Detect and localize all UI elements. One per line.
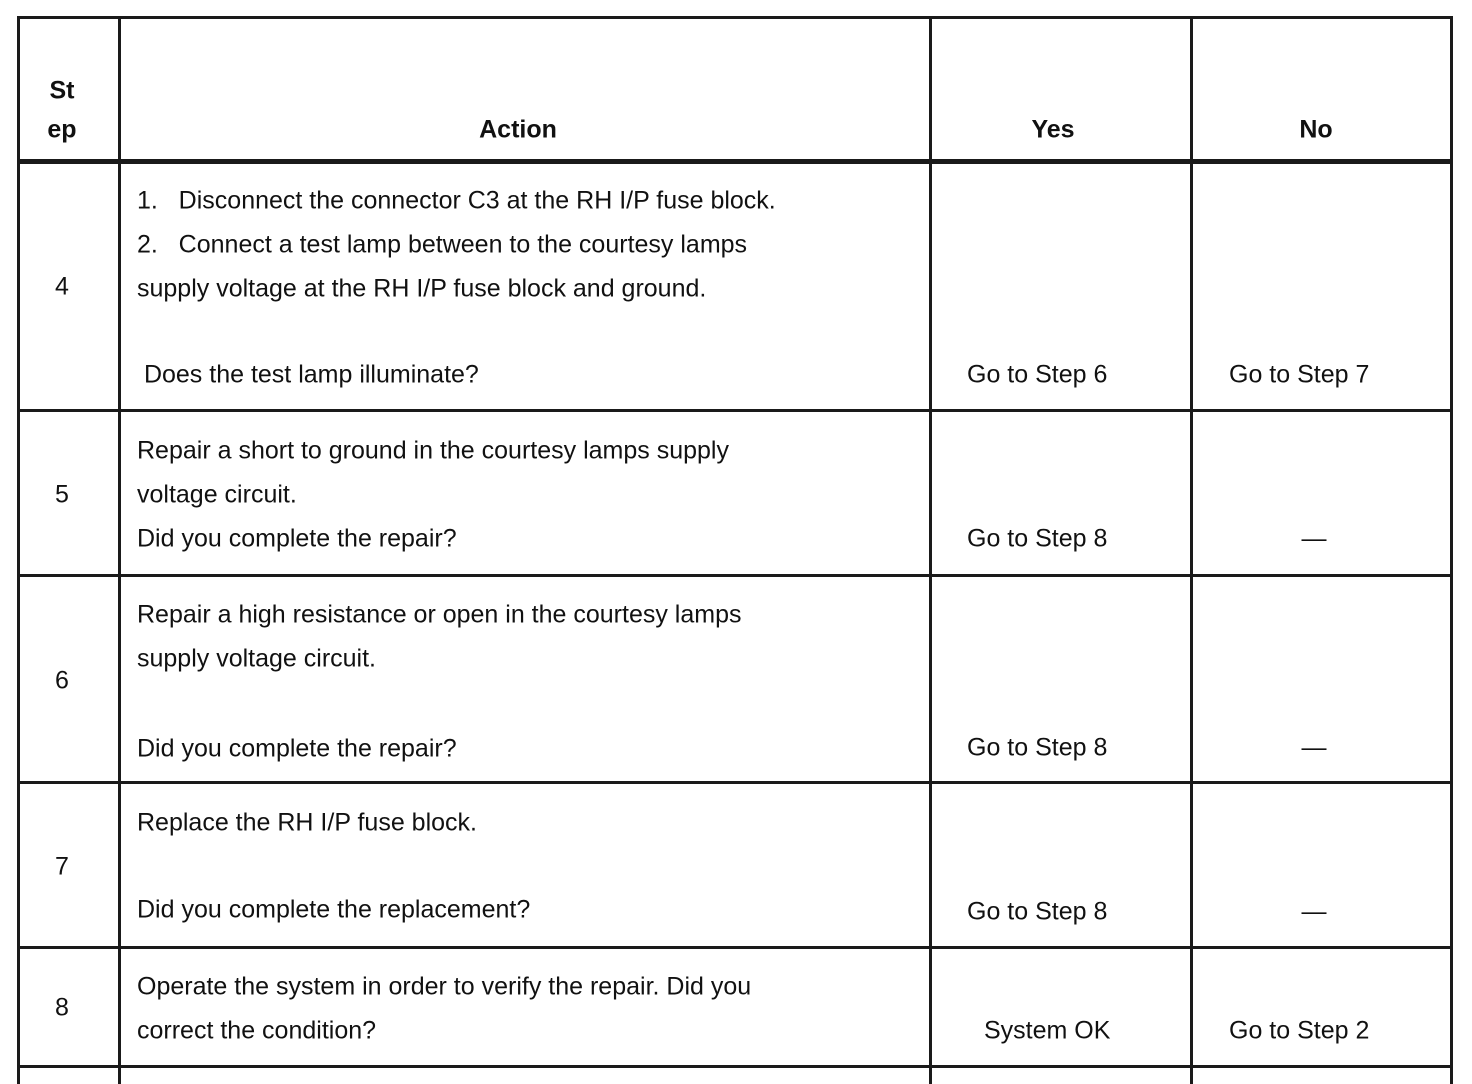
yes-result: Go to Step 8: [967, 897, 1108, 926]
step-number: 6: [55, 666, 69, 695]
action-line: Operate the system in order to verify the repair. Did you: [137, 972, 752, 1001]
row-divider: [17, 1065, 1453, 1068]
action-line: Replace the RH I/P fuse block.: [137, 808, 477, 837]
row-divider: [17, 781, 1453, 784]
header-step-line1: St: [49, 76, 75, 105]
action-line: Repair a high resistance or open in the courtesy lamps: [137, 600, 742, 629]
no-result: —: [1301, 524, 1327, 553]
row-divider: [17, 409, 1453, 412]
action-question: correct the condition?: [137, 1016, 377, 1045]
no-result: —: [1301, 897, 1327, 926]
action-question: Did you complete the repair?: [137, 734, 457, 763]
action-line: voltage circuit.: [137, 480, 297, 509]
header-action: Action: [479, 115, 557, 144]
no-result: Go to Step 2: [1229, 1016, 1370, 1045]
step-number: 4: [55, 272, 69, 301]
no-result: Go to Step 7: [1229, 360, 1370, 389]
no-result: —: [1301, 733, 1327, 762]
header-step-line2: ep: [47, 115, 77, 144]
action-line: supply voltage circuit.: [137, 644, 377, 673]
action-line: Repair a short to ground in the courtesy lamps supply: [137, 436, 729, 465]
step-number: 7: [55, 852, 69, 881]
yes-result: Go to Step 8: [967, 733, 1108, 762]
row-divider: [17, 574, 1453, 577]
header-divider: [17, 159, 1453, 164]
column-divider: [118, 16, 121, 1084]
yes-result: Go to Step 8: [967, 524, 1108, 553]
column-divider: [929, 16, 932, 1084]
action-line: 2. Connect a test lamp between to the courtesy lamps: [137, 230, 748, 259]
action-question: Did you complete the repair?: [137, 524, 457, 553]
step-number: 8: [55, 993, 69, 1022]
action-line: supply voltage at the RH I/P fuse block and ground.: [137, 274, 707, 303]
action-question: Does the test lamp illuminate?: [137, 360, 479, 389]
yes-result: System OK: [984, 1016, 1111, 1045]
action-line: 1. Disconnect the connector C3 at the RH I/P fuse block.: [137, 186, 776, 215]
step-number: 5: [55, 480, 69, 509]
row-divider: [17, 946, 1453, 949]
header-no: No: [1299, 115, 1333, 144]
yes-result: Go to Step 6: [967, 360, 1108, 389]
action-question: Did you complete the replacement?: [137, 895, 531, 924]
header-yes: Yes: [1031, 115, 1075, 144]
column-divider: [1190, 16, 1193, 1084]
